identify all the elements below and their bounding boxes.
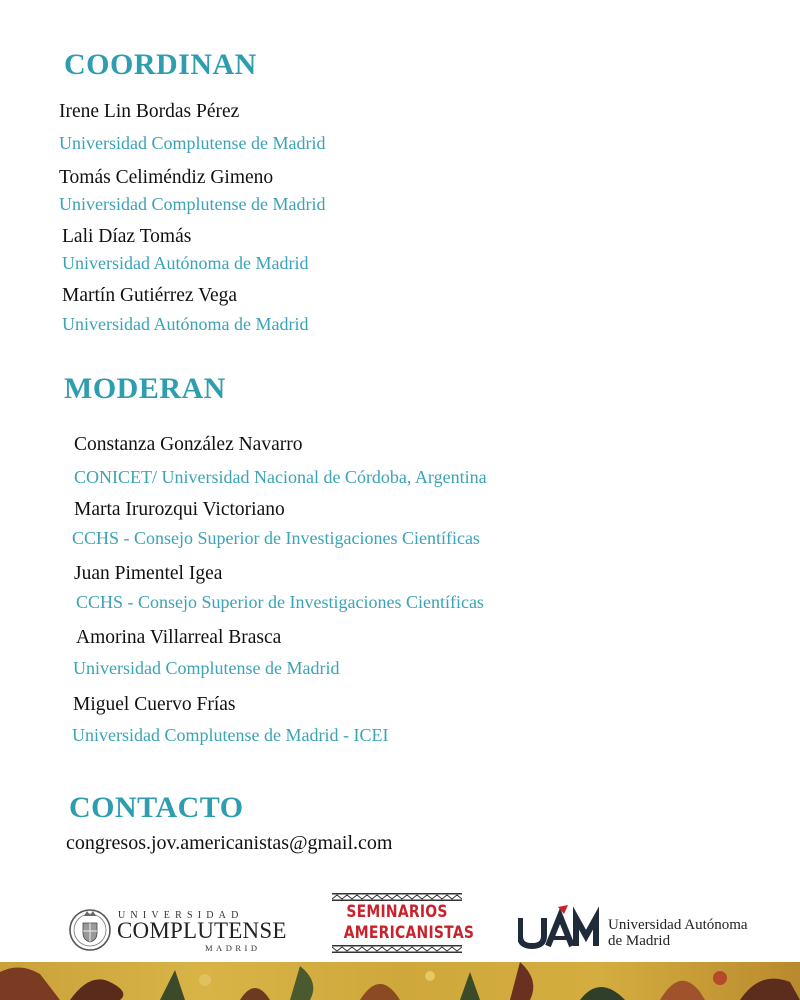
ucm-logo-main: COMPLUTENSE — [117, 918, 287, 943]
moderator-affiliation: Universidad Complutense de Madrid — [73, 658, 340, 678]
coordinator-name: Lali Díaz Tomás — [62, 226, 192, 247]
moderator-name: Marta Irurozqui Victoriano — [74, 499, 285, 520]
pattern-band-icon — [332, 945, 462, 953]
uam-mark-icon — [518, 904, 602, 952]
ucm-logo-top: UNIVERSIDAD — [118, 910, 244, 921]
moderator-name: Juan Pimentel Igea — [74, 563, 223, 584]
ucm-seal-icon — [68, 903, 112, 955]
moderator-affiliation: Universidad Complutense de Madrid - ICEI — [72, 725, 389, 745]
moderator-name: Amorina Villarreal Brasca — [76, 627, 282, 648]
contact-email[interactable]: congresos.jov.americanistas@gmail.com — [66, 832, 393, 854]
moderator-affiliation: CCHS - Consejo Superior de Investigaciones Científicas — [72, 528, 480, 548]
coordinator-name: Tomás Celiméndiz Gimeno — [59, 167, 274, 188]
moderator-affiliation: CONICET/ Universidad Nacional de Córdoba, Argentina — [74, 467, 487, 487]
pattern-band-icon — [332, 893, 462, 901]
coordinator-affiliation: Universidad Autónoma de Madrid — [62, 314, 309, 334]
seminarios-line2: AMERICANISTAS — [343, 923, 475, 943]
coordinan-heading: COORDINAN — [64, 48, 257, 81]
seminarios-line1: SEMINARIOS — [346, 902, 448, 922]
uam-logo-line1: Universidad Autónoma — [608, 917, 748, 933]
coordinator-name: Martín Gutiérrez Vega — [62, 285, 238, 306]
moderator-name: Miguel Cuervo Frías — [73, 694, 236, 715]
contacto-heading: CONTACTO — [69, 791, 244, 824]
coordinator-name: Irene Lin Bordas Pérez — [59, 101, 240, 122]
decorative-painting-strip — [0, 962, 800, 1000]
coordinator-affiliation: Universidad Autónoma de Madrid — [62, 253, 309, 273]
ucm-logo-bottom: MADRID — [205, 943, 261, 953]
moderator-affiliation: CCHS - Consejo Superior de Investigaciones Científicas — [76, 592, 484, 612]
coordinator-affiliation: Universidad Complutense de Madrid — [59, 194, 326, 214]
ucm-logo — [68, 903, 287, 955]
uam-logo-line2: de Madrid — [608, 933, 671, 949]
uam-logo-text — [608, 917, 748, 949]
seminarios-americanistas-logo — [332, 893, 475, 953]
uam-logo — [518, 904, 778, 954]
coordinator-affiliation: Universidad Complutense de Madrid — [59, 133, 326, 153]
moderator-name: Constanza González Navarro — [74, 434, 303, 455]
moderan-heading: MODERAN — [64, 372, 226, 405]
